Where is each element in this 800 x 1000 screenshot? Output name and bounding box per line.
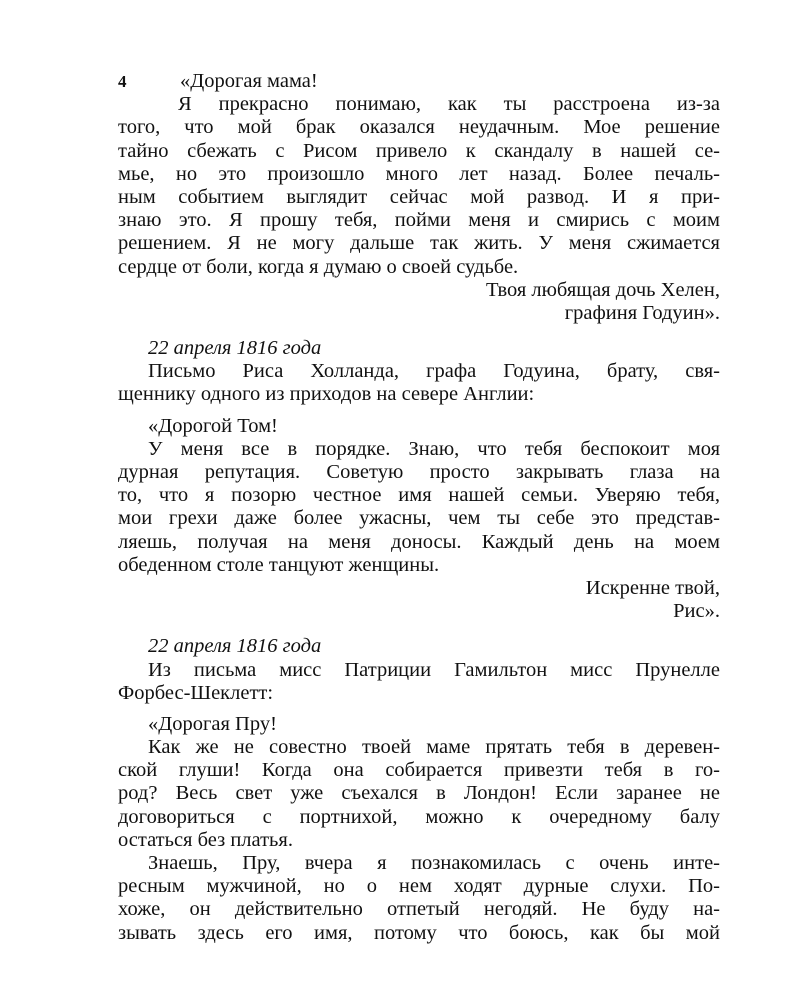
letter-date: 22 апреля 1816 года <box>148 635 322 658</box>
book-page <box>118 70 720 945</box>
intro-line: Из письма мисс Патриции Гамильтон мисс Прунелле <box>148 658 720 681</box>
salutation: «Дорогая мама! <box>180 70 318 92</box>
text-line: род? Весь свет уже съехался в Лондон! Если заранее не <box>118 782 720 805</box>
signature-line: Твоя любящая дочь Хелен, <box>485 278 720 301</box>
text-line: дурная репутация. Советую просто закрывать глаза на <box>118 461 720 483</box>
text-line: договориться с портнихой, можно к очередному балу <box>118 805 720 828</box>
salutation: «Дорогой Том! <box>148 414 278 437</box>
salutation: «Дорогая Пру! <box>148 712 277 735</box>
text-line: остаться без платья. <box>118 828 293 851</box>
intro-line: Форбес-Шеклетт: <box>118 681 274 704</box>
text-line: Я прекрасно понимаю, как ты расстроена из-за <box>178 93 720 116</box>
letter-to-mother <box>118 70 720 325</box>
text-line: Знаешь, Пру, вчера я познакомилась с очень инте- <box>148 852 720 874</box>
text-line: сердце от боли, когда я думаю о своей судьбе. <box>118 255 519 278</box>
signature-line: Искренне твой, <box>585 576 720 599</box>
letter-to-prue <box>118 635 720 944</box>
letter-to-brother <box>118 337 720 623</box>
intro-line: Письмо Риса Холланда, графа Годуина, брату, свя- <box>148 360 720 383</box>
text-line: обеденном столе танцуют женщины. <box>118 553 440 576</box>
text-line: мье, но это произошло много лет назад. Более печаль- <box>118 162 720 185</box>
text-line: тайно сбежать с Рисом привело к скандалу в нашей се- <box>118 139 720 162</box>
text-line: ным событием выглядит сейчас мой развод. И я при- <box>118 185 720 208</box>
text-line: Как же не совестно твоей маме прятать тебя в деревен- <box>148 736 720 759</box>
page-number: 4 <box>118 72 127 91</box>
signature-line: графиня Годуин». <box>564 301 720 324</box>
text-line: мои грехи даже более ужасны, чем ты себе это представ- <box>118 507 720 530</box>
letter-date: 22 апреля 1816 года <box>148 337 322 360</box>
text-line: то, что я позорю честное имя нашей семьи. Уверяю тебя, <box>118 484 720 507</box>
text-line: знаю это. Я прошу тебя, пойми меня и смирись с моим <box>118 209 720 232</box>
signature-line: Рис». <box>673 600 720 623</box>
text-line: решением. Я не могу дальше так жить. У меня сжимается <box>118 232 720 255</box>
intro-line: щеннику одного из приходов на севере Англии: <box>118 383 535 406</box>
text-line: зывать здесь его имя, потому что боюсь, как бы мой <box>118 921 720 944</box>
text-line: ляешь, получая на меня доносы. Каждый день на моем <box>118 530 720 553</box>
text-line: У меня все в порядке. Знаю, что тебя беспокоит моя <box>148 437 720 460</box>
text-line: хоже, он действительно отпетый негодяй. Не буду на- <box>118 898 720 921</box>
text-line: того, что мой брак оказался неудачным. Мое решение <box>118 116 720 139</box>
text-line: ской глуши! Когда она собирается привезти тебя в го- <box>118 759 720 782</box>
text-line: ресным мужчиной, но о нем ходят дурные слухи. По- <box>118 875 720 898</box>
